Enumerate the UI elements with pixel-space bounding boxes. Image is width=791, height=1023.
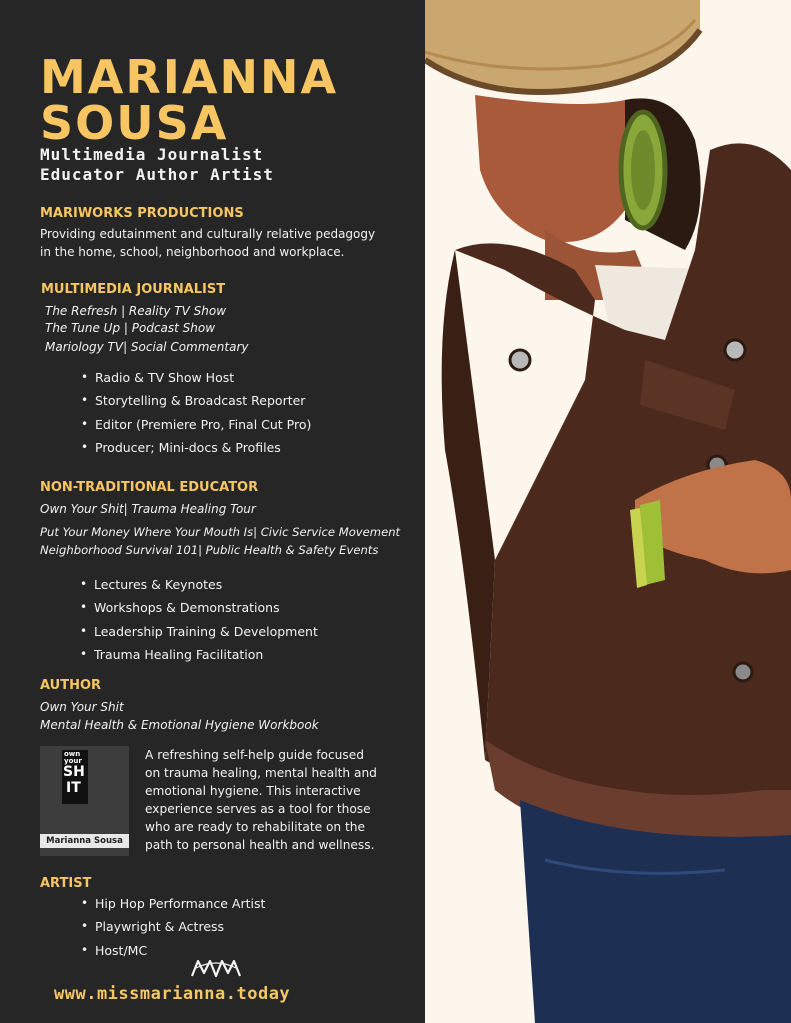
educator-program: Neighborhood Survival 101| Public Health & Safety Events [40, 543, 379, 557]
list-item: • Lectures & Keynotes [78, 573, 318, 596]
journalist-skills-list [79, 366, 311, 459]
book-description-line: A refreshing self-help guide focused [145, 748, 364, 762]
mariworks-heading: MARIWORKS PRODUCTIONS [40, 206, 244, 221]
mariworks-description-2: in the home, school, neighborhood and workplace. [40, 245, 345, 259]
author-heading: AUTHOR [40, 678, 102, 693]
book-cover-word: SH [63, 764, 85, 780]
portrait-illustration [425, 0, 791, 1023]
list-item: • Storytelling & Broadcast Reporter [79, 389, 311, 412]
book-cover-author: Marianna Sousa [46, 836, 123, 846]
book-cover-word: own [64, 750, 81, 758]
book-cover-word: IT [66, 780, 81, 796]
journalist-show: Mariology TV| Social Commentary [45, 340, 249, 354]
educator-program: Own Your Shit| Trauma Healing Tour [40, 502, 256, 516]
name-line-2: SOUSA [40, 96, 229, 150]
list-item: • Playwright & Actress [79, 915, 265, 938]
educator-heading: NON-TRADITIONAL EDUCATOR [40, 480, 259, 495]
artist-heading: ARTIST [40, 876, 92, 891]
list-item: • Leadership Training & Development [78, 620, 318, 643]
list-item: • Radio & TV Show Host [79, 366, 311, 389]
book-description-line: on trauma healing, mental health and [145, 766, 377, 780]
portrait-photo [425, 0, 791, 1023]
book-description-line: emotional hygiene. This interactive [145, 784, 361, 798]
journalist-show: The Refresh | Reality TV Show [45, 304, 227, 318]
list-item: • Trauma Healing Facilitation [78, 643, 318, 666]
website-url[interactable]: www.missmarianna.today [54, 984, 291, 1004]
list-item: • Workshops & Demonstrations [78, 596, 318, 619]
subtitle-line-1: Multimedia Journalist [40, 145, 264, 164]
book-cover [40, 746, 129, 856]
list-item: • Producer; Mini-docs & Profiles [79, 436, 311, 459]
name-line-1: MARIANNA [40, 50, 339, 104]
list-item: • Editor (Premiere Pro, Final Cut Pro) [79, 413, 311, 436]
subtitle-line-2: Educator Author Artist [40, 165, 274, 184]
list-item: • Hip Hop Performance Artist [79, 892, 265, 915]
journalist-show: The Tune Up | Podcast Show [45, 321, 216, 335]
book-description [145, 746, 377, 854]
educator-skills-list [78, 573, 318, 666]
educator-program: Put Your Money Where Your Mouth Is| Civic Service Movement [40, 525, 401, 539]
book-description-line: path to personal health and wellness. [145, 838, 375, 852]
book-description-line: experience serves as a tool for those [145, 802, 371, 816]
mariworks-description-1: Providing edutainment and culturally relative pedagogy [40, 227, 376, 241]
book-title-line-2: Mental Health & Emotional Hygiene Workbook [40, 718, 319, 732]
book-cover-word: your [64, 757, 82, 765]
artist-skills-list [79, 892, 265, 962]
book-title-line-1: Own Your Shit [40, 700, 124, 714]
book-description-line: who are ready to rehabilitate on the [145, 820, 366, 834]
mm-monogram-icon [190, 958, 242, 978]
journalist-heading: MULTIMEDIA JOURNALIST [41, 282, 226, 297]
list-item: • Host/MC [79, 939, 265, 962]
